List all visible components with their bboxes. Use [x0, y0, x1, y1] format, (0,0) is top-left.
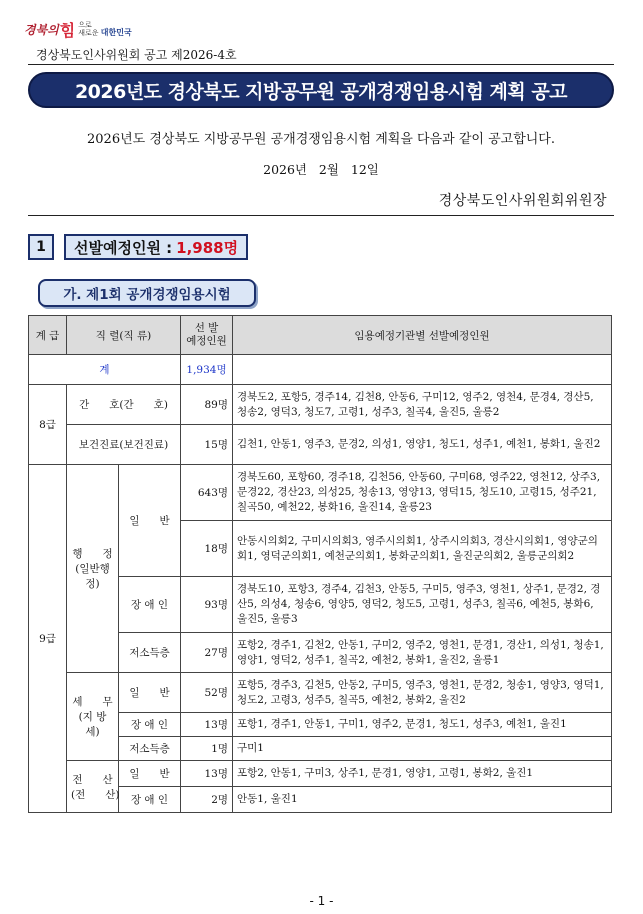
recruitment-table [28, 315, 612, 813]
header-detail: 임용예정기관별 선발예정인원 [233, 316, 612, 355]
sub-category: 장 애 인 [119, 713, 181, 737]
total-label: 계 [29, 355, 181, 385]
signer: 경상북도인사위원회위원장 [438, 193, 607, 209]
total-count: 1,934명 [181, 355, 233, 385]
job-group-line2: (지 방 세) [78, 711, 107, 738]
count-cell: 2명 [181, 787, 233, 813]
table-row [29, 385, 612, 425]
table-row [29, 425, 612, 465]
job-cell: 간 호(간 호) [67, 385, 181, 425]
job-group-semu [67, 673, 119, 761]
sub-category: 저소득층 [119, 737, 181, 761]
detail-cell: 포항1, 경주1, 안동1, 구미1, 영주2, 문경1, 청도1, 성주3, 예천1, 울진1 [233, 713, 612, 737]
grade-8: 8급 [29, 385, 67, 465]
count-cell: 15명 [181, 425, 233, 465]
logo-heart-icon: 힘 [59, 20, 76, 40]
page-title: 2026년도 경상북도 지방공무원 공개경쟁임용시험 계획 공고 [74, 80, 568, 103]
title-banner [28, 72, 614, 108]
sub-category: 일 반 [119, 761, 181, 787]
detail-cell: 구미1 [233, 737, 612, 761]
count-cell: 27명 [181, 633, 233, 673]
detail-cell: 경북도10, 포항3, 경주4, 김천3, 안동5, 구미5, 영주3, 영천1, 상주1, 문경2, 경산5, 의성4, 청송6, 영양5, 영덕2, 청도5, 고령1, 성주3, 칠곡6, 예천5, 봉화6, 울진5, 울릉3 [233, 577, 612, 633]
detail-cell: 김천1, 안동1, 영주3, 문경2, 의성1, 영양1, 청도1, 성주1, 예천1, 봉화1, 울진2 [233, 425, 612, 465]
detail-cell: 경북도60, 포항60, 경주18, 김천56, 안동60, 구미68, 영주22, 영천12, 상주3, 문경22, 경산23, 의성25, 청송13, 영양13, 영덕15, 청도10, 고령15, 성주21, 칠곡50, 예천22, 봉화16, 울진14, 울릉23 [233, 465, 612, 521]
top-divider [28, 64, 614, 65]
job-group-line2: (일반행정) [75, 563, 110, 590]
sub-category: 저소득층 [119, 633, 181, 673]
detail-cell: 포항5, 경주3, 김천5, 안동2, 구미5, 영주3, 영천1, 문경2, 청송1, 영양3, 영덕1, 청도2, 고령3, 성주5, 칠곡5, 예천2, 봉화2, 울진2 [233, 673, 612, 713]
job-group-line2: (전 산) [71, 788, 120, 801]
sub-category: 장 애 인 [119, 577, 181, 633]
sub-category: 일 반 [119, 465, 181, 577]
job-group-haengjeong [67, 465, 119, 673]
logo-line3: 대한민국 [100, 28, 132, 37]
sub-category: 장 애 인 [119, 787, 181, 813]
table-row [29, 761, 612, 787]
subsection-title: 가. 제1회 공개경쟁임용시험 [38, 279, 256, 307]
job-group-line1: 전 산 [72, 773, 113, 786]
logo-line2: 새로운 [78, 29, 99, 37]
count-cell: 643명 [181, 465, 233, 521]
table-header-row [29, 316, 612, 355]
job-group-line1: 세 무 [72, 696, 113, 708]
count-cell: 93명 [181, 577, 233, 633]
detail-cell: 포항2, 경주1, 김천2, 안동1, 구미2, 영주2, 영천1, 문경1, 경산1, 의성1, 청송1, 영양1, 영덕2, 성주1, 칠곡2, 예천2, 봉화1, 울진2, 울릉1 [233, 633, 612, 673]
job-group-line1: 행 정 [72, 548, 113, 560]
logo [24, 18, 132, 40]
table-row [29, 673, 612, 713]
intro-text: 2026년도 경상북도 지방공무원 공개경쟁임용시험 계획을 다음과 같이 공고합니다. [87, 132, 555, 147]
count-cell: 18명 [181, 521, 233, 577]
header-job: 직 렬(직 류) [67, 316, 181, 355]
count-cell: 13명 [181, 761, 233, 787]
header-grade: 계 급 [29, 316, 67, 355]
logo-slogan [78, 21, 131, 37]
job-cell: 보건진료(보건진료) [67, 425, 181, 465]
detail-cell: 포항2, 안동1, 구미3, 상주1, 문경1, 영양1, 고령1, 봉화2, 울진1 [233, 761, 612, 787]
detail-cell: 경북도2, 포항5, 경주14, 김천8, 안동6, 구미12, 영주2, 영천4, 문경4, 경산5, 청송2, 영덕3, 청도7, 고령1, 성주3, 칠곡4, 울진5, 울릉2 [233, 385, 612, 425]
notice-date: 2026년 2월 12일 [263, 162, 379, 177]
mid-divider [28, 215, 614, 216]
count-cell: 13명 [181, 713, 233, 737]
sub-category: 일 반 [119, 673, 181, 713]
header-count: 선 발 예정인원 [181, 316, 233, 355]
detail-cell: 안동시의회2, 구미시의회3, 영주시의회1, 상주시의회3, 경산시의회1, 영양군의회1, 영덕군의회1, 예천군의회1, 봉화군의회1, 울진군의회2, 울릉군의회2 [233, 521, 612, 577]
grade-9: 9급 [29, 465, 67, 813]
page-number: - 1 - [309, 894, 334, 908]
section-title [64, 234, 248, 260]
total-detail [233, 355, 612, 385]
count-cell: 89명 [181, 385, 233, 425]
table-row-total [29, 355, 612, 385]
notice-number: 경상북도인사위원회 공고 제2026-4호 [36, 48, 237, 62]
section-label: 선발예정인원 : [74, 238, 173, 257]
count-cell: 1명 [181, 737, 233, 761]
section-count: 1,988명 [176, 238, 239, 257]
detail-cell: 안동1, 울진1 [233, 787, 612, 813]
count-cell: 52명 [181, 673, 233, 713]
logo-line1: 으로 [78, 21, 92, 29]
table-row [29, 465, 612, 521]
logo-mark: 경북의 [24, 22, 59, 37]
section-number: 1 [28, 234, 54, 260]
job-group-jeonsan [67, 761, 119, 813]
